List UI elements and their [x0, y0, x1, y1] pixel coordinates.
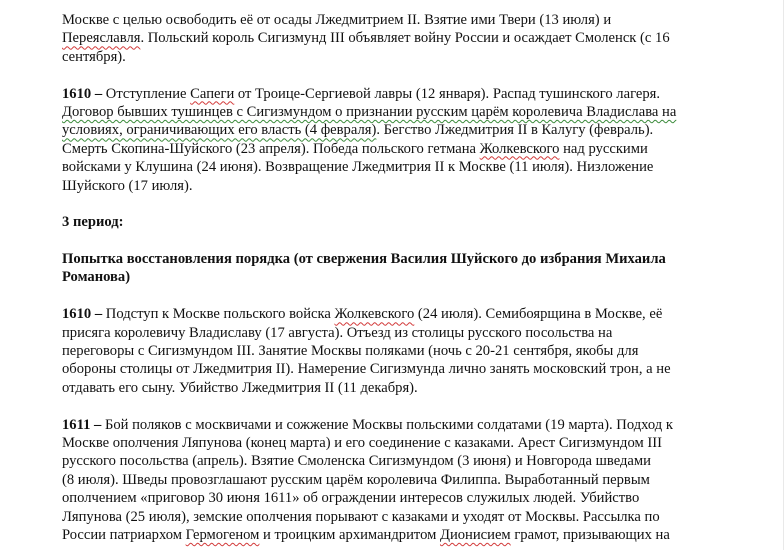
text-line: войсками у Клушина (24 июня). Возвращение Лжедмитрия II к Москве (11 июля). Низложение — [62, 159, 654, 176]
text-run: и троицким архимандритом — [259, 526, 440, 543]
paragraph-spacer — [62, 195, 778, 213]
text-line: отдавать его сыну. Убийство Лжедмитрия II (11 декабря). — [62, 379, 418, 396]
text-run: Бой поляков с москвичами и сожжение Москвы польскими солдатами (19 марта). Подход к — [101, 416, 673, 433]
text-line — [62, 85, 778, 103]
text-run: . Польский король Сигизмунд III объявляет войну России и осаждает Смоленск (с 16 — [140, 30, 670, 47]
section-title-line: Попытка восстановления порядка (от свержения Василия Шуйского до избрания Михаила — [62, 251, 666, 268]
spellcheck-word: Гермогеном — [185, 526, 260, 543]
text-line — [62, 29, 778, 47]
text-run: Отступление — [102, 85, 191, 102]
spellcheck-word: Жолкевского — [479, 140, 560, 157]
text-run: (24 июля). Семибоярщина в Москве, её — [414, 306, 663, 323]
document-page — [62, 11, 778, 544]
text-line: присяга королевичу Владиславу (17 августа). Отъезд из столицы русского посольства на — [62, 324, 613, 341]
text-run: России патриархом — [62, 526, 186, 543]
section-title-line: Романова) — [62, 269, 131, 286]
paragraph-spacer — [62, 66, 778, 84]
year-label: 1610 – — [62, 85, 103, 102]
paragraph-spacer — [62, 287, 778, 305]
text-run: от Троице-Сергиевой лавры (12 января). Распад тушинского лагеря. — [234, 85, 660, 102]
text-line — [62, 305, 778, 323]
spellcheck-word: Сапеги — [190, 85, 235, 102]
paragraph-spacer — [62, 397, 778, 415]
text-line — [62, 140, 778, 158]
text-line: обороны столицы от Лжедмитрия II). Намерение Сигизмунда лично занять московский трон, а не — [62, 361, 671, 378]
text-run: . Бегство Лжедмитрия II в Калугу (февраль). — [376, 122, 654, 139]
paragraph-1609-continuation — [62, 11, 778, 66]
paragraph-1611 — [62, 416, 778, 545]
text-run: Подступ к Москве польского войска — [102, 306, 335, 323]
text-line: сентября). — [62, 48, 126, 65]
text-line: Шуйского (17 июля). — [62, 177, 193, 194]
year-label: 1610 – — [62, 306, 103, 323]
text-line: Москве ополчения Ляпунова (конец марта) и его соединение с казаками. Арест Сигизмундом III — [62, 434, 662, 451]
spellcheck-word: Жолкевского — [334, 306, 415, 323]
text-line — [62, 121, 778, 139]
text-line: переговоры с Сигизмундом III. Занятие Москвы поляками (ночь с 20-21 сентября, якобы для — [62, 343, 639, 360]
period-heading: 3 период: — [62, 214, 124, 231]
text-line: ополчением «приговор 30 июня 1611» об ограждении интересов служилых людей. Убийство — [62, 490, 640, 507]
text-run: над русскими — [559, 140, 648, 157]
text-line: русского посольства (апрель). Взятие Смоленска Сигизмундом (3 июня) и Новгорода шведами — [62, 453, 651, 470]
text-line: Ляпунова (25 июля), земские ополчения порывают с казаками и уходят от Москвы. Рассылка по — [62, 508, 660, 525]
text-run: Смерть Скопина-Шуйского (23 апреля). Победа польского гетмана — [62, 140, 480, 157]
text-line: Москве с целью освободить её от осады Лжедмитрием II. Взятие ими Твери (13 июля) и — [62, 12, 612, 28]
spellcheck-word: Переяславля — [62, 30, 141, 47]
year-label: 1611 – — [62, 416, 102, 433]
text-line: (8 июля). Шведы провозглашают русским царём королевича Филиппа. Выработанный первым — [62, 471, 650, 488]
grammar-check-run: Договор бывших тушинцев с Сигизмундом о признании русским царём королевича Владислава на — [62, 103, 677, 120]
text-run: грамот, призывающих на — [510, 526, 670, 543]
paragraph-1610-b — [62, 305, 778, 397]
text-line — [62, 103, 778, 121]
spellcheck-word: Дионисием — [439, 526, 511, 543]
section-title — [62, 250, 778, 287]
text-line — [62, 526, 778, 544]
paragraph-spacer — [62, 232, 778, 250]
paragraph-1610-a — [62, 85, 778, 195]
grammar-check-run: условиях, ограничивающих его власть (4 февраля) — [62, 122, 377, 139]
text-line — [62, 416, 778, 434]
